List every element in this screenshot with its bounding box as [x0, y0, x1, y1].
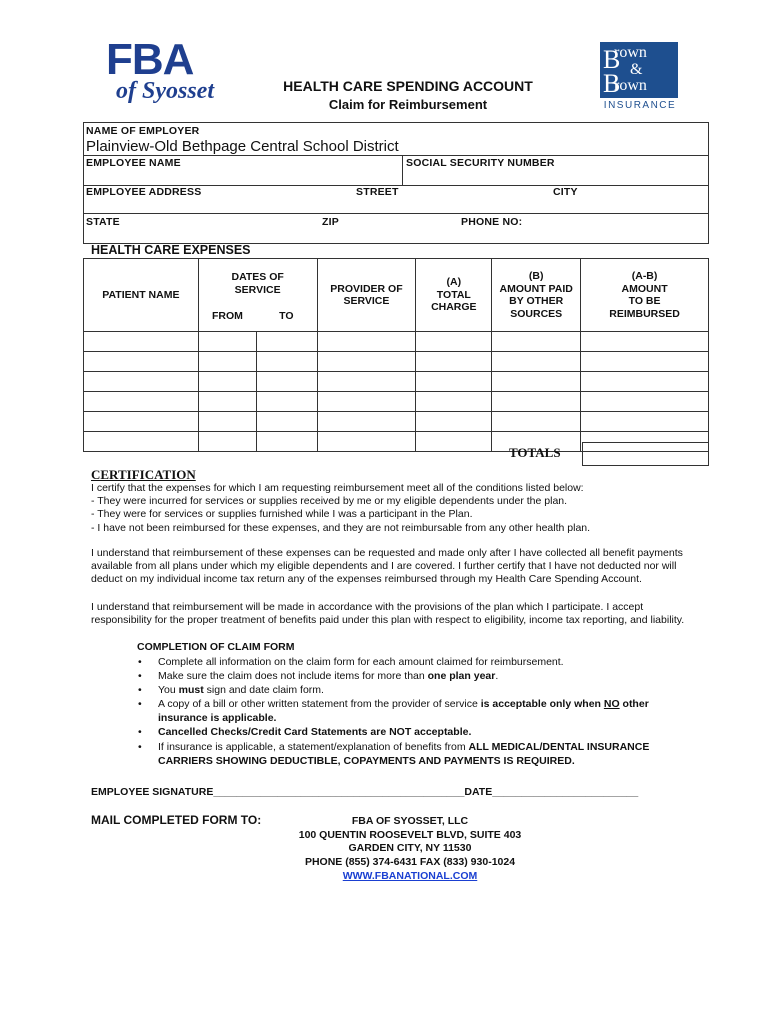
- col-paid-other: (B) AMOUNT PAID BY OTHER SOURCES: [492, 259, 581, 332]
- certification-title: CERTIFICATION: [91, 467, 196, 482]
- state-field[interactable]: STATE: [86, 216, 120, 228]
- table-header-row: [84, 259, 709, 302]
- mail-line: 100 QUENTIN ROOSEVELT BLVD, SUITE 403: [298, 828, 522, 841]
- col-from: FROM: [198, 301, 256, 332]
- logo-box: [600, 42, 678, 98]
- list-item: • Cancelled Checks/Credit Card Statements are NOT acceptable.: [138, 726, 472, 739]
- cert-line: - They were for services or supplies furnished while I was a participant in the Plan.: [91, 508, 473, 521]
- address-field[interactable]: EMPLOYEE ADDRESS: [86, 186, 202, 198]
- fba-logo-subtitle: of Syosset: [116, 78, 214, 104]
- svg-text:B: B: [603, 46, 621, 74]
- mail-address: [230, 815, 590, 884]
- svg-text:B: B: [603, 69, 621, 94]
- mail-label: MAIL COMPLETED FORM TO:: [91, 813, 262, 827]
- brown-brown-logo: [598, 42, 682, 112]
- expenses-section-title: HEALTH CARE EXPENSES: [91, 243, 251, 257]
- cert-line: I certify that the expenses for which I am requesting reimbursement meet all of the conditions listed below:: [91, 482, 584, 494]
- completion-title: COMPLETION OF CLAIM FORM: [137, 641, 295, 653]
- list-item: • Complete all information on the claim form for each amount claimed for reimbursement.: [138, 656, 564, 668]
- completion-list: [136, 655, 696, 768]
- table-row[interactable]: [84, 392, 709, 412]
- totals-label: TOTALS: [509, 445, 561, 460]
- col-reimbursed: (A-B) AMOUNT TO BE REIMBURSED: [581, 259, 709, 332]
- logo-line-1: rown: [614, 44, 647, 61]
- col-dates-of-service: DATES OF SERVICE: [198, 259, 317, 302]
- list-item: • Make sure the claim does not include items for more than one plan year.: [138, 670, 499, 683]
- form-subtitle: Claim for Reimbursement: [328, 97, 488, 112]
- cert-line: - They were incurred for services or supplies received by me or my eligible dependents under the plan.: [91, 495, 568, 508]
- table-row[interactable]: [84, 352, 709, 372]
- form-title: HEALTH CARE SPENDING ACCOUNT: [283, 78, 533, 94]
- certification-paragraph-2: I understand that reimbursement will be made in accordance with the provisions of the plan which I participate. I accept responsibility for the proper treatment of benefits paid under this plan with respect to eligibility, income tax reporting, and liability.: [91, 601, 685, 627]
- employer-label: NAME OF EMPLOYER: [86, 125, 200, 137]
- list-item: • A copy of a bill or other written statement from the provider of service is acceptable only when NO other insurance is applicable.: [138, 698, 649, 725]
- cert-line: - I have not been reimbursed for these expenses, and they are not reimbursable from any other health plan.: [91, 521, 591, 534]
- employee-name-field[interactable]: EMPLOYEE NAME: [86, 157, 181, 169]
- signature-line[interactable]: EMPLOYEE SIGNATURE___________________________________________DATE_________________________: [91, 786, 639, 798]
- table-row[interactable]: [84, 372, 709, 392]
- certification-paragraph-1: I understand that reimbursement of these expenses can be requested and made only after I have collected all benefit payments available from all plans under which my eligible dependents and I are covered. I further certify that I have not deducted nor will deduct on my individual income tax return any of the expenses reimbursed through my Health Care Spending Account.: [91, 547, 683, 586]
- fba-logo: [106, 35, 224, 108]
- logo-line-2: &: [630, 61, 643, 78]
- col-patient-name: PATIENT NAME: [84, 259, 199, 332]
- col-provider: PROVIDER OF SERVICE: [317, 259, 416, 332]
- employer-value: Plainview-Old Bethpage Central School District: [86, 138, 399, 155]
- totals-field[interactable]: [582, 442, 709, 466]
- expenses-table: [83, 258, 709, 452]
- mail-line: GARDEN CITY, NY 11530: [348, 842, 472, 855]
- street-field[interactable]: STREET: [356, 186, 399, 198]
- logo-insurance: INSURANCE: [603, 100, 677, 111]
- col-to: TO: [256, 301, 317, 332]
- list-item: • You must sign and date claim form.: [138, 684, 324, 697]
- mail-line: PHONE (855) 374-6431 FAX (833) 930-1024: [304, 856, 516, 869]
- zip-field[interactable]: ZIP: [322, 216, 339, 228]
- city-field[interactable]: CITY: [553, 186, 578, 198]
- col-total-charge: (A) TOTAL CHARGE: [416, 259, 492, 332]
- table-row[interactable]: [84, 332, 709, 352]
- ssn-field[interactable]: SOCIAL SECURITY NUMBER: [406, 157, 555, 169]
- phone-field[interactable]: PHONE NO:: [461, 216, 523, 228]
- certification-conditions: [91, 482, 711, 535]
- website-link[interactable]: WWW.FBANATIONAL.COM: [342, 869, 478, 882]
- list-item: • If insurance is applicable, a statement/explanation of benefits from ALL MEDICAL/DENTAL INSURANCE CARRIERS SHOWING DEDUCTIBLE, COPAYMENTS AND PAYMENTS IS REQUIRED.: [138, 740, 650, 767]
- mail-line: FBA OF SYOSSET, LLC: [351, 815, 469, 827]
- employee-info-box: [83, 122, 709, 244]
- table-row[interactable]: [84, 412, 709, 432]
- fba-logo-text: FBA: [106, 35, 194, 84]
- logo-line-3: rown: [614, 77, 647, 94]
